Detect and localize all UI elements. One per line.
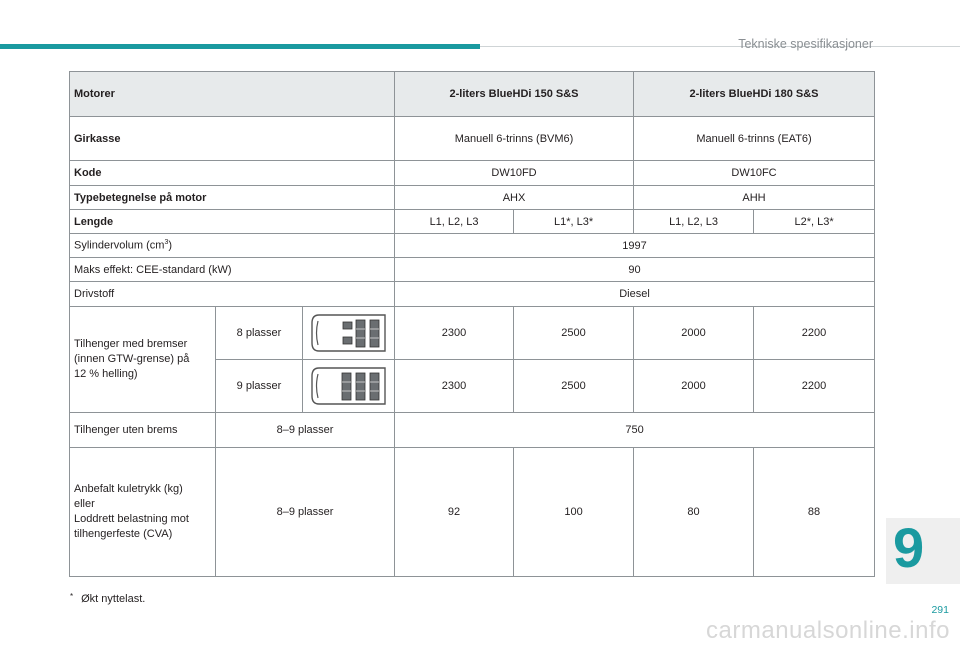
cell: DW10FD bbox=[395, 161, 634, 186]
cell: L1*, L3* bbox=[514, 210, 634, 234]
van-9-seat-layout-icon bbox=[303, 360, 395, 413]
header-accent-bar bbox=[0, 44, 480, 49]
cell: Manuell 6-trinns (EAT6) bbox=[634, 117, 875, 161]
row-label: Anbefalt kuletrykk (kg) eller Loddrett belastning mot tilhengerfeste (CVA) bbox=[70, 448, 216, 577]
cell: 92 bbox=[395, 448, 514, 577]
cell: L1, L2, L3 bbox=[395, 210, 514, 234]
van-8-seat-layout-icon bbox=[303, 307, 395, 360]
cell: 2000 bbox=[634, 307, 754, 360]
cell: L1, L2, L3 bbox=[634, 210, 754, 234]
cell: L2*, L3* bbox=[754, 210, 875, 234]
cell: 1997 bbox=[395, 234, 875, 258]
header-engine-150: 2-liters BlueHDi 150 S&S bbox=[395, 72, 634, 117]
seats-label: 9 plasser bbox=[216, 360, 303, 413]
table-row bbox=[70, 413, 875, 448]
cell: 88 bbox=[754, 448, 875, 577]
row-label: Drivstoff bbox=[70, 282, 395, 307]
cell: DW10FC bbox=[634, 161, 875, 186]
page-number: 291 bbox=[931, 604, 949, 616]
cell: 2300 bbox=[395, 360, 514, 413]
watermark: carmanualsonline.info bbox=[706, 617, 950, 644]
row-label: Girkasse bbox=[70, 117, 395, 161]
table-row bbox=[70, 258, 875, 282]
cell: 2300 bbox=[395, 307, 514, 360]
table-row bbox=[70, 161, 875, 186]
seats-label: 8 plasser bbox=[216, 307, 303, 360]
row-label: Kode bbox=[70, 161, 395, 186]
section-title: Tekniske spesifikasjoner bbox=[738, 37, 873, 51]
chapter-number: 9 bbox=[893, 516, 925, 579]
cell: AHX bbox=[395, 186, 634, 210]
cell: AHH bbox=[634, 186, 875, 210]
seats-label: 8–9 plasser bbox=[216, 448, 395, 577]
table-row bbox=[70, 448, 875, 577]
cell: Manuell 6-trinns (BVM6) bbox=[395, 117, 634, 161]
cell: 2200 bbox=[754, 360, 875, 413]
header-rule bbox=[480, 46, 960, 47]
table-header-row bbox=[70, 72, 875, 117]
cell: 750 bbox=[395, 413, 875, 448]
table-row bbox=[70, 307, 875, 360]
table-row bbox=[70, 282, 875, 307]
row-label: Lengde bbox=[70, 210, 395, 234]
table-row bbox=[70, 210, 875, 234]
cell: 2200 bbox=[754, 307, 875, 360]
table-row bbox=[70, 186, 875, 210]
header-engine-180: 2-liters BlueHDi 180 S&S bbox=[634, 72, 875, 117]
row-label: Tilhenger med bremser (innen GTW-grense) på 12 % helling) bbox=[70, 307, 216, 413]
cell: 90 bbox=[395, 258, 875, 282]
table-row bbox=[70, 234, 875, 258]
row-label: Maks effekt: CEE-standard (kW) bbox=[70, 258, 395, 282]
table-row bbox=[70, 117, 875, 161]
seats-label: 8–9 plasser bbox=[216, 413, 395, 448]
row-label: Tilhenger uten brems bbox=[70, 413, 216, 448]
cell: 80 bbox=[634, 448, 754, 577]
header-label: Motorer bbox=[70, 72, 395, 117]
cell: 2000 bbox=[634, 360, 754, 413]
row-label: Sylindervolum $(cm^3)$ bbox=[70, 234, 395, 258]
cell: 2500 bbox=[514, 360, 634, 413]
cell: Diesel bbox=[395, 282, 875, 307]
row-label: Typebetegnelse på motor bbox=[70, 186, 395, 210]
cell: 100 bbox=[514, 448, 634, 577]
footnote: * Økt nyttelast. bbox=[70, 592, 146, 605]
spec-table bbox=[69, 71, 875, 577]
cell: 2500 bbox=[514, 307, 634, 360]
